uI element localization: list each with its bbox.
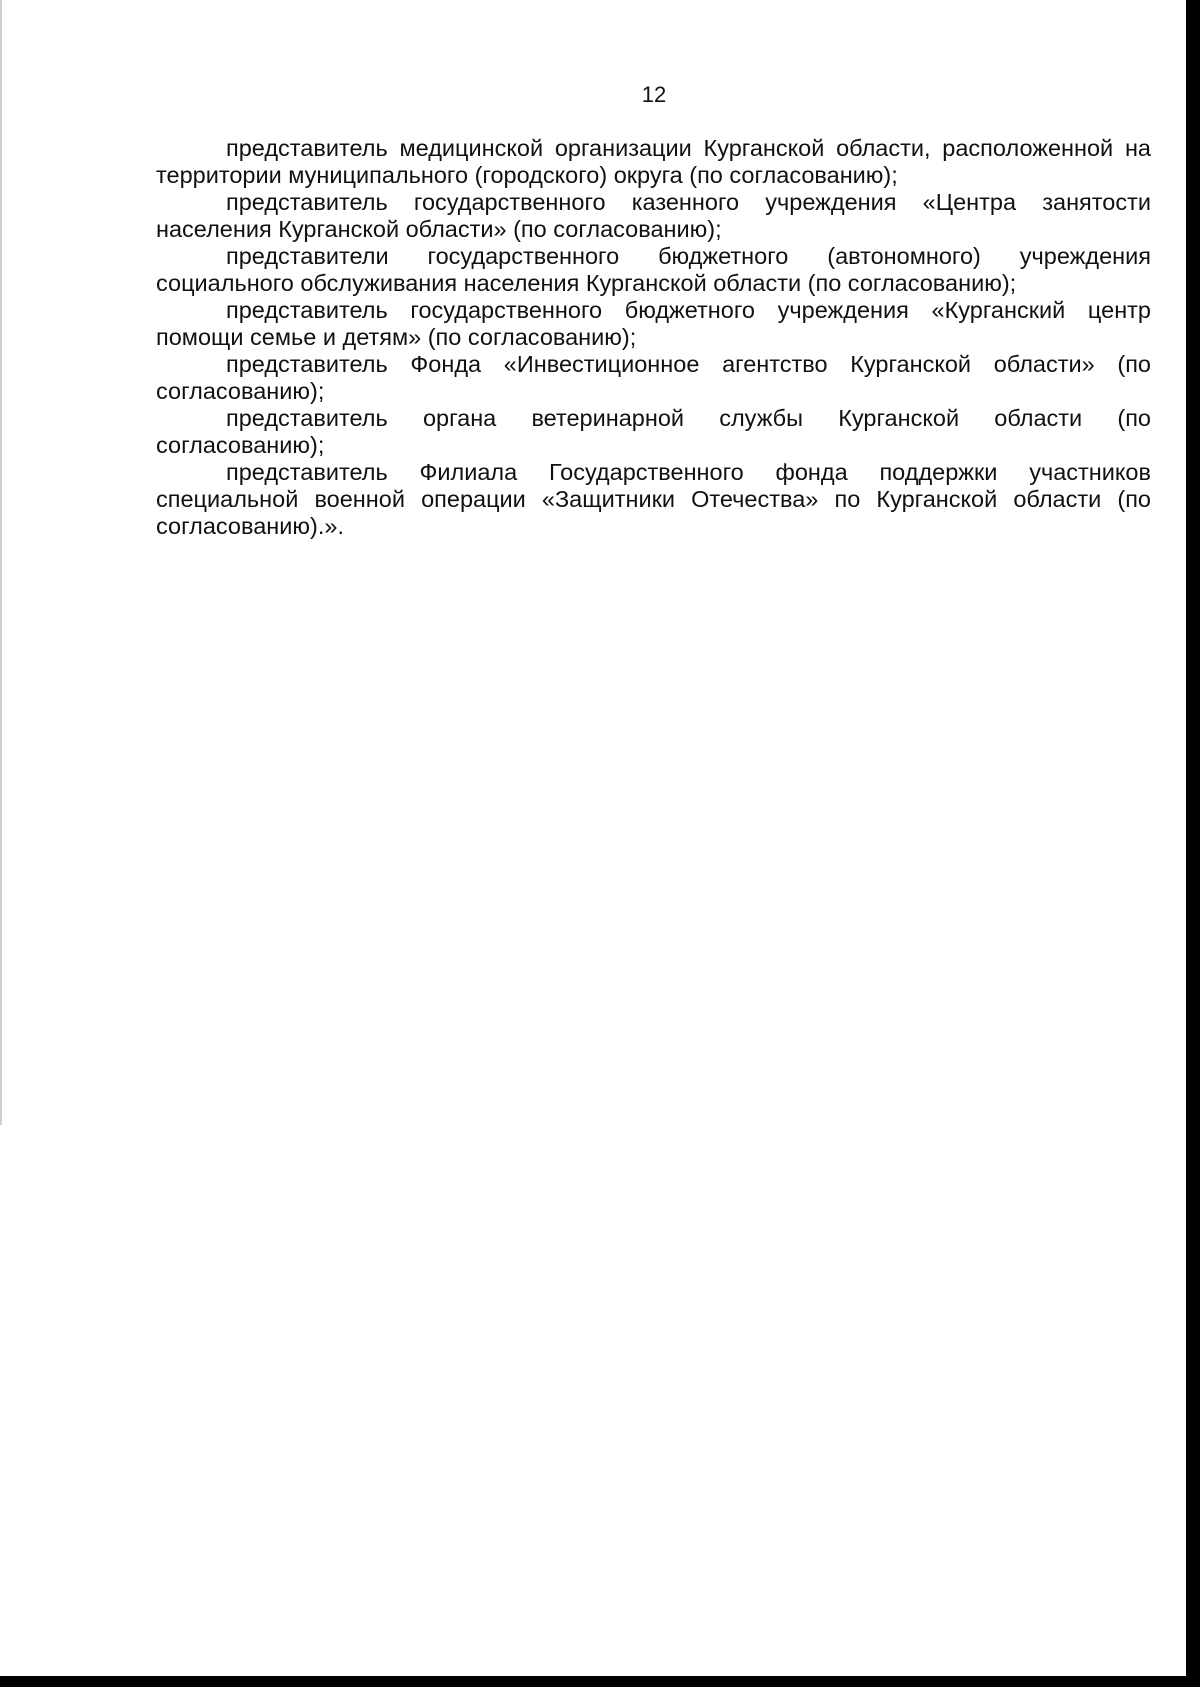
paragraph-employment-center: представитель государственного казенного учреждения «Центра занятости населения Курганской области» (по согласованию);	[156, 189, 1151, 242]
paragraph-investment-agency: представитель Фонда «Инвестиционное агентство Курганской области» (по согласованию);	[156, 351, 1151, 404]
scan-edge-left	[0, 0, 2, 1125]
scan-edge-bottom	[0, 1676, 1200, 1687]
page-number: 12	[641, 82, 667, 107]
body-text	[156, 135, 1151, 540]
paragraph-veterinary-service: представитель органа ветеринарной службы Курганской области (по согласованию);	[156, 405, 1151, 458]
paragraph-social-service: представители государственного бюджетного (автономного) учреждения социального обслуживания населения Курганской области (по согласованию);	[156, 243, 1151, 296]
paragraph-medical-organization: представитель медицинской организации Курганской области, расположенной на территории муниципального (городского) округа (по согласованию);	[156, 135, 1151, 188]
paragraph-family-center: представитель государственного бюджетного учреждения «Курганский центр помощи семье и детям» (по согласованию);	[156, 297, 1151, 350]
scan-edge-right	[1186, 0, 1200, 1687]
paragraph-defenders-fund: представитель Филиала Государственного фонда поддержки участников специальной военной операции «Защитники Отечества» по Курганской области (по согласованию).».	[156, 459, 1151, 539]
